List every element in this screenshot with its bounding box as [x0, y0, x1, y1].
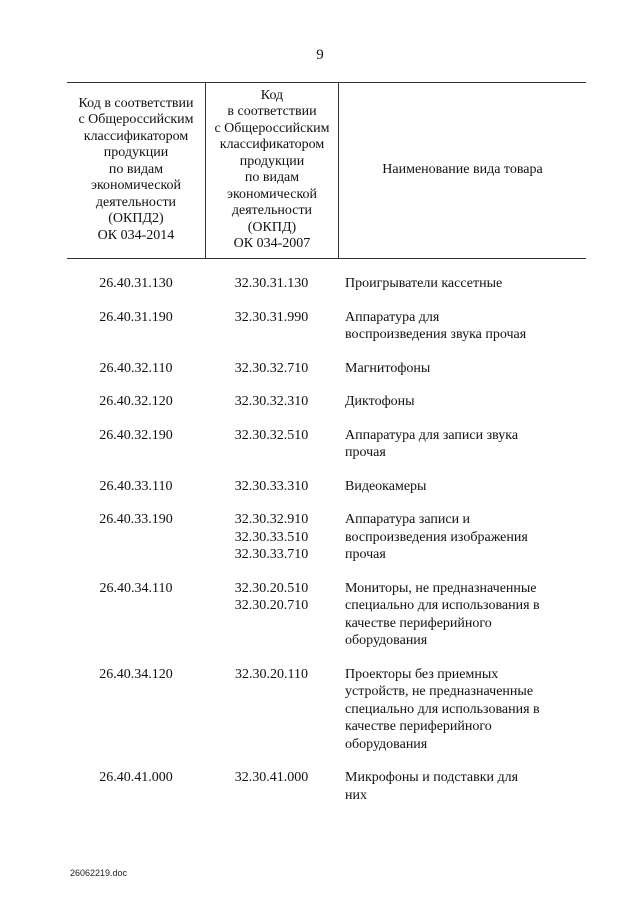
product-name-cell: Видеокамеры: [345, 478, 427, 494]
okpd-code-cell: 32.30.32.910 32.30.33.510 32.30.33.710: [234, 512, 309, 562]
table-row: [67, 309, 586, 344]
table-row: [67, 478, 586, 496]
okpd-code-cell: 32.30.20.510 32.30.20.710: [234, 580, 309, 613]
okpd2-code-cell: 26.40.32.120: [99, 394, 173, 409]
table-body: [67, 275, 586, 820]
header-okpd-code: [206, 82, 338, 258]
product-name-cell: Аппаратура для записи звука прочая: [345, 427, 519, 460]
okpd-code-cell: 32.30.33.310: [234, 478, 309, 494]
okpd2-code-cell: 26.40.34.120: [99, 666, 173, 682]
product-name-cell: Аппаратура записи и воспроизведения изображения прочая: [345, 512, 528, 562]
okpd2-code-cell: 26.40.41.000: [99, 770, 173, 785]
table-header-bottom-rule: [67, 258, 586, 259]
okpd2-code-cell: 26.40.31.130: [99, 276, 173, 291]
okpd2-code-cell: 26.40.34.110: [99, 580, 173, 596]
product-name-cell: Диктофоны: [345, 394, 415, 409]
okpd-code-cell: 32.30.32.310: [234, 394, 309, 409]
table-row: [67, 275, 586, 293]
product-name-cell: Мониторы, не предназначенные специально для использования в качестве периферийного оборудования: [345, 580, 540, 648]
okpd2-code-cell: 26.40.32.190: [99, 427, 173, 443]
header-okpd-code-text: Код в соответствии с Общероссийским классификатором продукции по видам экономической деятельности (ОКПД) ОК 034-2007: [214, 87, 330, 251]
product-name-cell: Аппаратура для воспроизведения звука прочая: [345, 309, 527, 342]
table-row: [67, 769, 586, 804]
header-okpd2-code: [67, 82, 205, 258]
header-product-name: [339, 82, 586, 258]
okpd2-code-cell: 26.40.31.190: [99, 309, 173, 325]
okpd-code-cell: 32.30.32.710: [234, 360, 309, 376]
document-filename-footer: 26062219.doc: [70, 868, 128, 878]
product-name-cell: Проигрыватели кассетные: [345, 276, 503, 291]
okpd2-code-cell: 26.40.33.190: [99, 512, 173, 527]
header-product-name-text: Наименование вида товара: [382, 161, 543, 177]
header-okpd2-code-text: Код в соответствии с Общероссийским классификатором продукции по видам экономической деятельности (ОКПД2) ОК 034-2014: [78, 95, 194, 243]
product-name-cell: Микрофоны и подставки для них: [345, 770, 519, 803]
table-row: [67, 393, 586, 411]
okpd2-code-cell: 26.40.32.110: [99, 360, 173, 376]
okpd-code-cell: 32.30.31.130: [234, 276, 309, 291]
okpd-code-cell: 32.30.41.000: [234, 770, 309, 785]
page-number: 9: [316, 47, 324, 63]
okpd2-code-cell: 26.40.33.110: [99, 478, 173, 494]
okpd-code-cell: 32.30.20.110: [235, 666, 308, 682]
okpd-code-cell: 32.30.31.990: [234, 309, 309, 325]
table-row: [67, 360, 586, 378]
product-name-cell: Проекторы без приемных устройств, не предназначенные специально для использования в качестве периферийного оборудования: [345, 666, 540, 752]
table-row: [67, 666, 586, 754]
table-row: [67, 427, 586, 462]
okpd-code-cell: 32.30.32.510: [234, 427, 309, 443]
table-row: [67, 511, 586, 564]
table-row: [67, 580, 586, 650]
product-name-cell: Магнитофоны: [345, 360, 431, 376]
